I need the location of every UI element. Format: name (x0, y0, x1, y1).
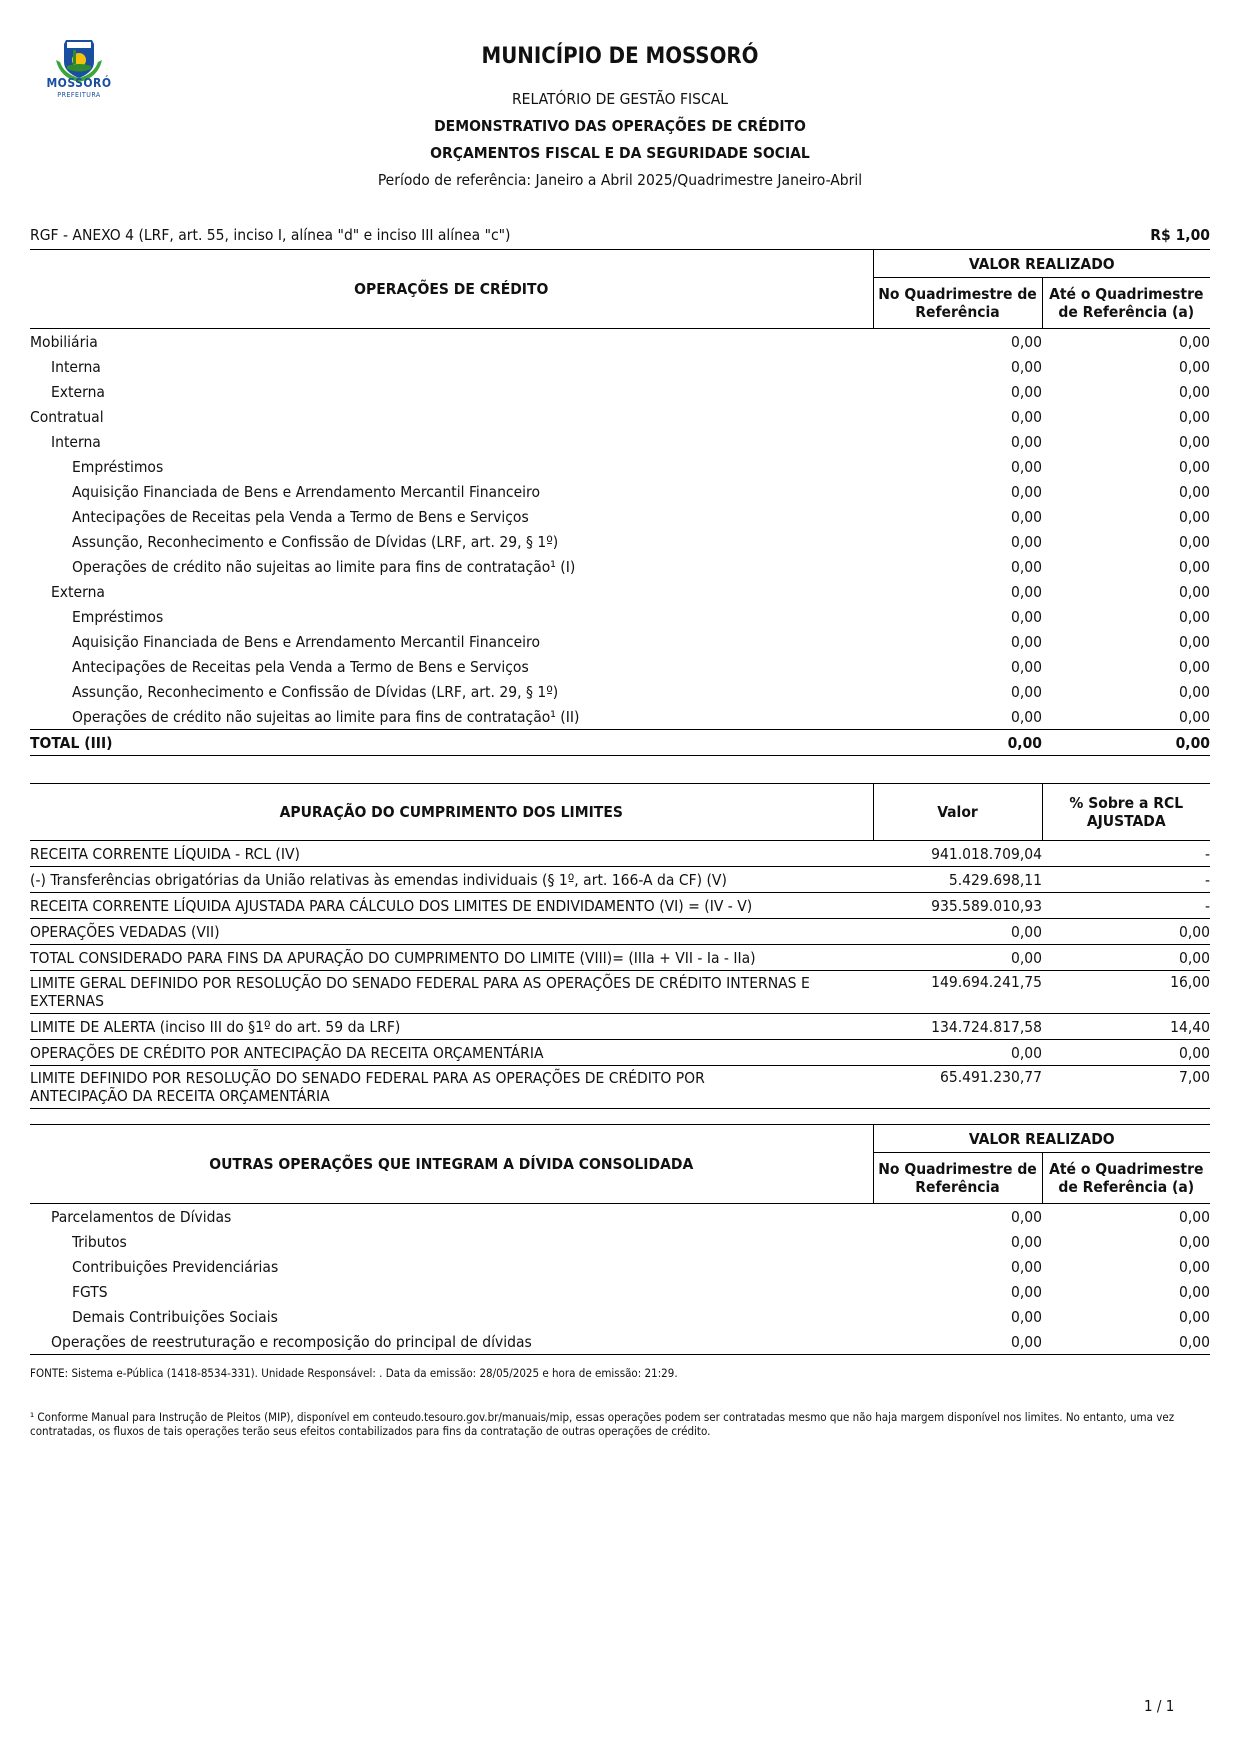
total-row: TOTAL (III) 0,00 0,00 (30, 730, 1210, 756)
table-row: Antecipações de Receitas pela Venda a Termo de Bens e Serviços 0,00 0,00 (72, 657, 1210, 676)
limits-compliance-table (30, 783, 1210, 1109)
logo-label: MOSSORÓ (46, 76, 112, 90)
table-row: Assunção, Reconhecimento e Confissão de Dívidas (LRF, art. 29, § 1º) 0,00 0,00 (72, 532, 1210, 551)
table-row: Externa 0,00 0,00 (51, 582, 1210, 601)
table-row: Parcelamentos de Dívidas 0,00 0,00 (51, 1207, 1210, 1226)
table-row: RECEITA CORRENTE LÍQUIDA AJUSTADA PARA CÁLCULO DOS LIMITES DE ENDIVIDAMENTO (VI) = (IV - V) 935.589.010,93 - (30, 893, 1210, 919)
table-row: OPERAÇÕES DE CRÉDITO POR ANTECIPAÇÃO DA RECEITA ORÇAMENTÁRIA 0,00 0,00 (30, 1040, 1210, 1066)
table-row: RECEITA CORRENTE LÍQUIDA - RCL (IV) 941.018.709,04 - (30, 841, 1210, 867)
table-row: Mobiliária 0,00 0,00 (30, 332, 1210, 351)
table-row: Contratual 0,00 0,00 (30, 407, 1210, 426)
table-row: OPERAÇÕES VEDADAS (VII) 0,00 0,00 (30, 919, 1210, 945)
table-row: Tributos 0,00 0,00 (72, 1232, 1210, 1251)
footnote: ¹ Conforme Manual para Instrução de Pleitos (MIP), disponível em conteudo.tesouro.gov.br/manuais/mip, essas operações podem ser contratadas mesmo que não haja margem disponível nos limites. No entanto, uma vez contratadas, os fluxos de tais operações terão seus efeitos contabilizados para fins da contratação de outras operações de crédito. (30, 1410, 1175, 1438)
table-row: Aquisição Financiada de Bens e Arrendamento Mercantil Financeiro 0,00 0,00 (72, 632, 1210, 651)
table-row: Operações de reestruturação e recomposição do principal de dívidas 0,00 0,00 (30, 1329, 1210, 1355)
table-row: Interna 0,00 0,00 (51, 357, 1210, 376)
valor-realizado-header: VALOR REALIZADO (873, 250, 1210, 278)
annex-label: RGF - ANEXO 4 (LRF, art. 55, inciso I, alínea "d" e inciso III alínea "c") (30, 226, 511, 244)
page-title: MUNICÍPIO DE MOSSORÓ (481, 44, 759, 69)
table-row: LIMITE DE ALERTA (inciso III do §1º do art. 59 da LRF) 134.724.817,58 14,40 (30, 1014, 1210, 1040)
reference-period: Período de referência: Janeiro a Abril 2025/Quadrimestre Janeiro-Abril (377, 171, 863, 189)
report-name: RELATÓRIO DE GESTÃO FISCAL (511, 90, 729, 108)
other-operations-header: OUTRAS OPERAÇÕES QUE INTEGRAM A DÍVIDA CONSOLIDADA (30, 1125, 873, 1204)
table-row: Antecipações de Receitas pela Venda a Termo de Bens e Serviços 0,00 0,00 (72, 507, 1210, 526)
currency-unit: R$ 1,00 (1150, 226, 1210, 244)
page-number: 1 / 1 (1144, 1697, 1175, 1715)
quadrimestre-header: No Quadrimestre de Referência (873, 1153, 1042, 1204)
valor-header: Valor (873, 784, 1042, 841)
rcl-percent-header: % Sobre a RCL AJUSTADA (1042, 784, 1210, 841)
ate-quadrimestre-header: Até o Quadrimestre de Referência (a) (1042, 1153, 1210, 1204)
table-row: Demais Contribuições Sociais 0,00 0,00 (72, 1307, 1210, 1326)
table-row: LIMITE DEFINIDO POR RESOLUÇÃO DO SENADO FEDERAL PARA AS OPERAÇÕES DE CRÉDITO POR ANTECIPAÇÃO DA RECEITA ORÇAMENTÁRIA 65.491.230,77 7,00 (30, 1066, 1210, 1109)
limits-header: APURAÇÃO DO CUMPRIMENTO DOS LIMITES (279, 803, 623, 821)
table-row: Contribuições Previdenciárias 0,00 0,00 (72, 1257, 1210, 1276)
ate-quadrimestre-header: Até o Quadrimestre de Referência (a) (1042, 278, 1210, 329)
table-row: Operações de crédito não sujeitas ao limite para fins de contratação¹ (II) 0,00 0,00 (72, 707, 1210, 726)
table-row: (-) Transferências obrigatórias da União relativas às emendas individuais (§ 1º, art. 166-A da CF) (V) 5.429.698,11 - (30, 867, 1210, 893)
report-subtitle: DEMONSTRATIVO DAS OPERAÇÕES DE CRÉDITO (434, 117, 806, 135)
valor-realizado-header: VALOR REALIZADO (873, 1125, 1210, 1153)
table-row: Aquisição Financiada de Bens e Arrendamento Mercantil Financeiro 0,00 0,00 (72, 482, 1210, 501)
table-row: FGTS 0,00 0,00 (72, 1282, 1210, 1301)
source-note: FONTE: Sistema e-Pública (1418-8534-331). Unidade Responsável: . Data da emissão: 28/05/2025 e hora de emissão: 21:29. (30, 1366, 678, 1380)
table-row: Assunção, Reconhecimento e Confissão de Dívidas (LRF, art. 29, § 1º) 0,00 0,00 (72, 682, 1210, 701)
logo-sublabel: PREFEITURA (57, 91, 101, 99)
credit-operations-table (30, 249, 1210, 756)
credit-operations-header: OPERAÇÕES DE CRÉDITO (30, 250, 873, 329)
table-row: TOTAL CONSIDERADO PARA FINS DA APURAÇÃO DO CUMPRIMENTO DO LIMITE (VIII)= (IIIa + VII - Ia - IIa) 0,00 0,00 (30, 945, 1210, 971)
table-row: Operações de crédito não sujeitas ao limite para fins de contratação¹ (I) 0,00 0,00 (72, 557, 1210, 576)
report-scope: ORÇAMENTOS FISCAL E DA SEGURIDADE SOCIAL (430, 144, 810, 162)
table-row: LIMITE GERAL DEFINIDO POR RESOLUÇÃO DO SENADO FEDERAL PARA AS OPERAÇÕES DE CRÉDITO INTERNAS E EXTERNAS 149.694.241,75 16,00 (30, 971, 1210, 1014)
annex-bar (30, 226, 1210, 248)
table-row: Empréstimos 0,00 0,00 (72, 457, 1210, 476)
quadrimestre-header: No Quadrimestre de Referência (873, 278, 1042, 329)
table-row: Externa 0,00 0,00 (51, 382, 1210, 401)
other-operations-table (30, 1124, 1210, 1355)
table-row: Interna 0,00 0,00 (51, 432, 1210, 451)
table-row: Empréstimos 0,00 0,00 (72, 607, 1210, 626)
